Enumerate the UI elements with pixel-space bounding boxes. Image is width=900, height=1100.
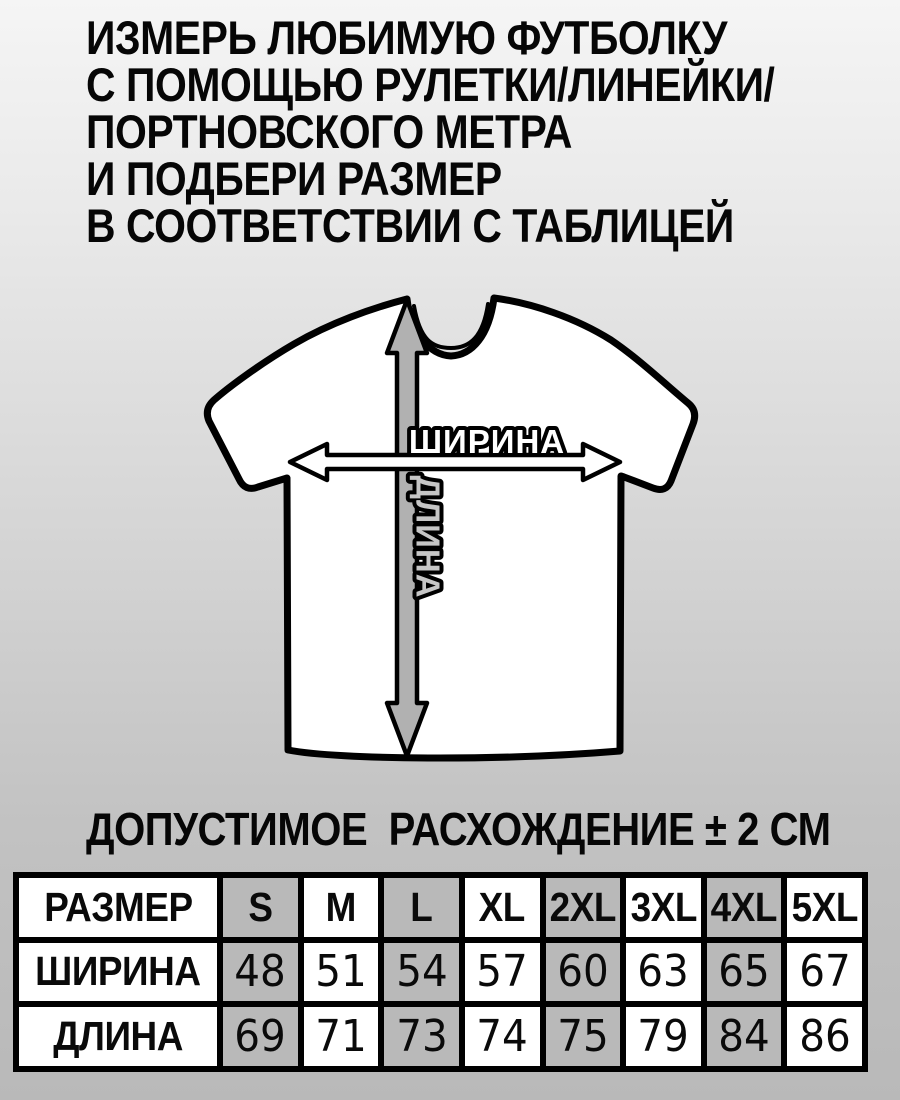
instruction-line: В СООТВЕТСТВИИ С ТАБЛИЦЕЙ xyxy=(86,199,734,252)
table-header-label: S xyxy=(248,883,273,930)
table-header-cell xyxy=(546,878,621,937)
table-value-cell xyxy=(223,943,298,1002)
table-value-cell xyxy=(304,943,379,1002)
table-header-label: XL xyxy=(479,883,526,930)
table-value-cell xyxy=(626,943,701,1002)
length-value: 71 xyxy=(315,1011,367,1063)
length-value: 86 xyxy=(798,1011,851,1063)
length-value: 79 xyxy=(637,1011,690,1063)
table-header-cell xyxy=(223,878,298,937)
table-value-cell xyxy=(223,1007,298,1066)
width-value: 63 xyxy=(637,946,690,998)
instruction-line: ПОРТНОВСКОГО МЕТРА xyxy=(86,105,573,158)
table-header-label: 3XL xyxy=(630,883,697,930)
length-arrow-label: ДЛИНА xyxy=(409,475,447,599)
table-row-label: ШИРИНА xyxy=(35,948,201,995)
table-header-cell xyxy=(304,878,379,937)
length-value: 75 xyxy=(557,1011,609,1063)
table-value-cell xyxy=(626,1007,701,1066)
table-header-label: L xyxy=(410,883,433,930)
table-header-label: РАЗМЕР xyxy=(43,883,193,930)
table-header-cell xyxy=(626,878,701,937)
instruction-line: С ПОМОЩЬЮ РУЛЕТКИ/ЛИНЕЙКИ/ xyxy=(86,58,775,111)
tolerance-note: ДОПУСТИМОЕ РАСХОЖДЕНИЕ ± 2 СМ xyxy=(86,803,831,855)
table-header-label: 2XL xyxy=(549,883,616,930)
width-value: 57 xyxy=(476,946,528,998)
table-header-cell xyxy=(384,878,459,937)
instruction-line: ИЗМЕРЬ ЛЮБИМУЮ ФУТБОЛКУ xyxy=(86,11,728,64)
table-value-cell xyxy=(465,1007,540,1066)
width-value: 67 xyxy=(798,946,851,998)
length-value: 69 xyxy=(234,1011,287,1063)
length-value: 74 xyxy=(476,1011,528,1063)
table-value-cell xyxy=(546,1007,621,1066)
width-value: 60 xyxy=(557,946,609,998)
table-header-label: 4XL xyxy=(710,883,778,930)
table-value-cell xyxy=(304,1007,379,1066)
table-header-cell xyxy=(707,878,782,937)
tshirt-outline xyxy=(207,298,694,758)
table-header-label: M xyxy=(325,883,357,930)
table-header-cell xyxy=(787,878,862,937)
width-value: 51 xyxy=(315,946,367,998)
table-value-cell xyxy=(384,943,459,1002)
table-header-cell xyxy=(19,878,217,937)
size-table xyxy=(13,872,868,1072)
table-value-cell xyxy=(546,943,621,1002)
width-arrow-label: ШИРИНА xyxy=(408,423,566,460)
table-value-cell xyxy=(384,1007,459,1066)
table-value-cell xyxy=(787,943,862,1002)
table-row-label-cell xyxy=(19,943,217,1002)
width-value: 48 xyxy=(234,946,287,998)
table-header-label: 5XL xyxy=(791,883,858,930)
table-value-cell xyxy=(707,943,782,1002)
table-value-cell xyxy=(787,1007,862,1066)
length-value: 84 xyxy=(718,1011,770,1063)
table-value-cell xyxy=(707,1007,782,1066)
width-value: 54 xyxy=(395,946,448,998)
table-header-cell xyxy=(465,878,540,937)
length-value: 73 xyxy=(395,1011,448,1063)
instruction-line: И ПОДБЕРИ РАЗМЕР xyxy=(86,152,502,205)
width-value: 65 xyxy=(718,946,770,998)
table-value-cell xyxy=(465,943,540,1002)
table-row-label-cell xyxy=(19,1007,217,1066)
table-row-label: ДЛИНА xyxy=(53,1013,183,1060)
